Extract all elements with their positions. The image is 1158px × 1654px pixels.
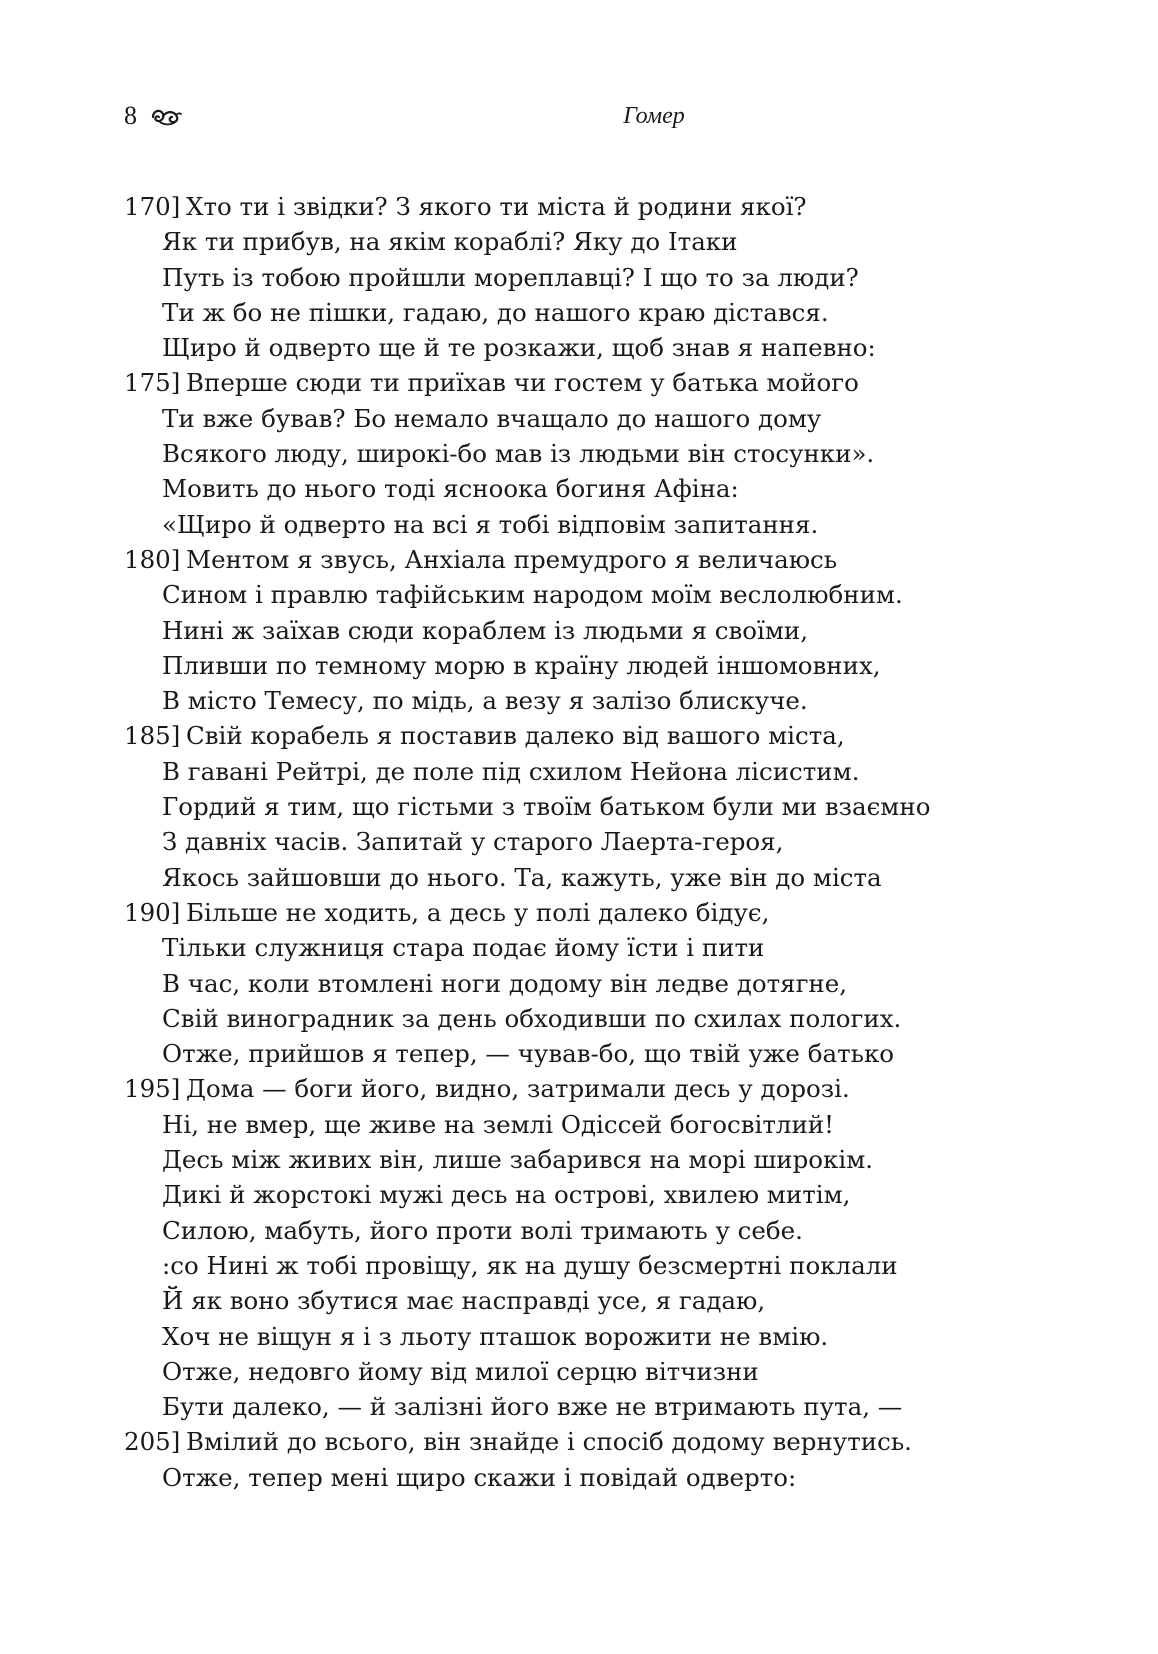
verse-line bbox=[124, 613, 1084, 648]
verse-text: Отже, недовго йому від милої серцю вітчизни bbox=[162, 1356, 759, 1386]
verse-line bbox=[124, 471, 1084, 506]
verse-line bbox=[124, 1424, 1084, 1459]
line-number: 205] bbox=[124, 1427, 181, 1457]
verse-line bbox=[124, 189, 1084, 224]
verse-text: Вперше сюди ти приїхав чи гостем у батька мойого bbox=[186, 368, 859, 398]
verse-line bbox=[124, 895, 1084, 930]
page-number: 8 bbox=[124, 101, 137, 130]
verse-text: З давніх часів. Запитай у старого Лаерта-героя, bbox=[162, 827, 784, 857]
line-number: 195] bbox=[124, 1074, 181, 1104]
verse-line bbox=[124, 1001, 1084, 1036]
verse-line bbox=[124, 224, 1084, 259]
verse-text: Силою, мабуть, його проти волі тримають у себе. bbox=[162, 1215, 803, 1245]
line-number: 170] bbox=[124, 192, 181, 221]
verse-line bbox=[124, 1177, 1084, 1212]
line-number: 175] bbox=[124, 368, 181, 398]
verse-line bbox=[124, 260, 1084, 295]
verse-text: Свій виноградник за день обходивши по схилах пологих. bbox=[162, 1003, 902, 1033]
verse-text: Путь із тобою пройшли мореплавці? І що то за люди? bbox=[162, 262, 859, 292]
verse-text: «Щиро й одверто на всі я тобі відповім запитання. bbox=[162, 509, 819, 539]
verse-line bbox=[124, 966, 1084, 1001]
verse-block bbox=[124, 189, 1084, 1495]
verse-line bbox=[124, 542, 1084, 577]
verse-line bbox=[124, 789, 1084, 824]
line-number: 190] bbox=[124, 897, 181, 927]
verse-line bbox=[124, 1213, 1084, 1248]
verse-text: Сином і правлю тафійським народом моїм веслолюбним. bbox=[162, 580, 903, 610]
verse-text: Ні, не вмер, ще живе на землі Одіссей богосвітлий! bbox=[162, 1109, 834, 1139]
verse-text: Тільки служниця стара подає йому їсти і пити bbox=[162, 933, 765, 963]
verse-text: Отже, прийшов я тепер, — чував-бо, що твій уже батько bbox=[162, 1039, 895, 1069]
page-header bbox=[124, 96, 1034, 136]
verse-text: Ментом я звусь, Анхіала премудрого я величаюсь bbox=[186, 544, 838, 574]
verse-text: Дома — боги його, видно, затримали десь у дорозі. bbox=[186, 1074, 850, 1104]
verse-line bbox=[124, 754, 1084, 789]
verse-line bbox=[124, 436, 1084, 471]
verse-text: Й як воно збутися має насправді усе, я гадаю, bbox=[162, 1286, 766, 1316]
verse-text: Пливши по темному морю в країну людей іншомовних, bbox=[162, 650, 881, 680]
verse-line bbox=[124, 648, 1084, 683]
verse-text: Отже, тепер мені щиро скажи і повідай одверто: bbox=[162, 1462, 797, 1492]
verse-text: :со Нині ж тобі провіщу, як на душу безсмертні поклали bbox=[162, 1250, 898, 1280]
line-number: 180] bbox=[124, 544, 181, 574]
verse-line bbox=[124, 1283, 1084, 1318]
verse-text: Вмілий до всього, він знайде і спосіб додому вернутись. bbox=[186, 1427, 912, 1457]
verse-line bbox=[124, 930, 1084, 965]
verse-line bbox=[124, 683, 1084, 718]
verse-text: В час, коли втомлені ноги додому він ледве дотягне, bbox=[162, 968, 848, 998]
verse-text: Свій корабель я поставив далеко від вашого міста, bbox=[186, 721, 845, 751]
verse-line bbox=[124, 824, 1084, 859]
verse-line bbox=[124, 1248, 1084, 1283]
verse-line bbox=[124, 1142, 1084, 1177]
verse-text: Всякого люду, широкі-бо мав із людьми він стосунки». bbox=[162, 439, 875, 469]
verse-line bbox=[124, 1036, 1084, 1071]
verse-line bbox=[124, 330, 1084, 365]
verse-text: Більше не ходить, а десь у полі далеко бідує, bbox=[186, 897, 770, 927]
verse-text: Хоч не віщун я і з льоту пташок ворожити не вмію. bbox=[162, 1321, 829, 1351]
verse-line bbox=[124, 718, 1084, 753]
fleuron-icon bbox=[150, 105, 182, 127]
verse-text: Мовить до нього тоді ясноока богиня Афіна: bbox=[162, 474, 739, 504]
verse-line bbox=[124, 401, 1084, 436]
verse-text: Якось зайшовши до нього. Та, кажуть, уже він до міста bbox=[162, 862, 882, 892]
verse-line bbox=[124, 1460, 1084, 1495]
line-number: 185] bbox=[124, 721, 181, 751]
verse-text: Ти вже бував? Бо немало вчащало до нашого дому bbox=[162, 403, 822, 433]
verse-line bbox=[124, 295, 1084, 330]
verse-line bbox=[124, 365, 1084, 400]
verse-text: В гавані Рейтрі, де поле під схилом Нейона лісистим. bbox=[162, 756, 860, 786]
verse-text: Ти ж бо не пішки, гадаю, до нашого краю дістався. bbox=[162, 297, 829, 327]
verse-text: Як ти прибув, на якім кораблі? Яку до Ітаки bbox=[162, 227, 738, 257]
running-title: Гомер bbox=[623, 103, 685, 129]
verse-line bbox=[124, 507, 1084, 542]
verse-text: Щиро й одверто ще й те розкажи, щоб знав я напевно: bbox=[162, 333, 876, 363]
verse-text: Нині ж заїхав сюди кораблем із людьми я своїми, bbox=[162, 615, 809, 645]
verse-line bbox=[124, 1071, 1084, 1106]
verse-text: В місто Темесу, по мідь, а везу я залізо блискуче. bbox=[162, 686, 808, 716]
verse-text: Бути далеко, — й залізні його вже не втримають пута, — bbox=[162, 1392, 903, 1422]
verse-line bbox=[124, 860, 1084, 895]
verse-text: Десь між живих він, лише забарився на морі широкім. bbox=[162, 1145, 874, 1175]
verse-line bbox=[124, 1354, 1084, 1389]
verse-line bbox=[124, 1389, 1084, 1424]
verse-line bbox=[124, 577, 1084, 612]
verse-text: Хто ти і звідки? З якого ти міста й родини якої? bbox=[186, 192, 807, 221]
verse-line bbox=[124, 1319, 1084, 1354]
verse-text: Гордий я тим, що гістьми з твоїм батьком були ми взаємно bbox=[162, 792, 931, 822]
verse-line bbox=[124, 1107, 1084, 1142]
verse-text: Дикі й жорстокі мужі десь на острові, хвилею митім, bbox=[162, 1180, 851, 1210]
